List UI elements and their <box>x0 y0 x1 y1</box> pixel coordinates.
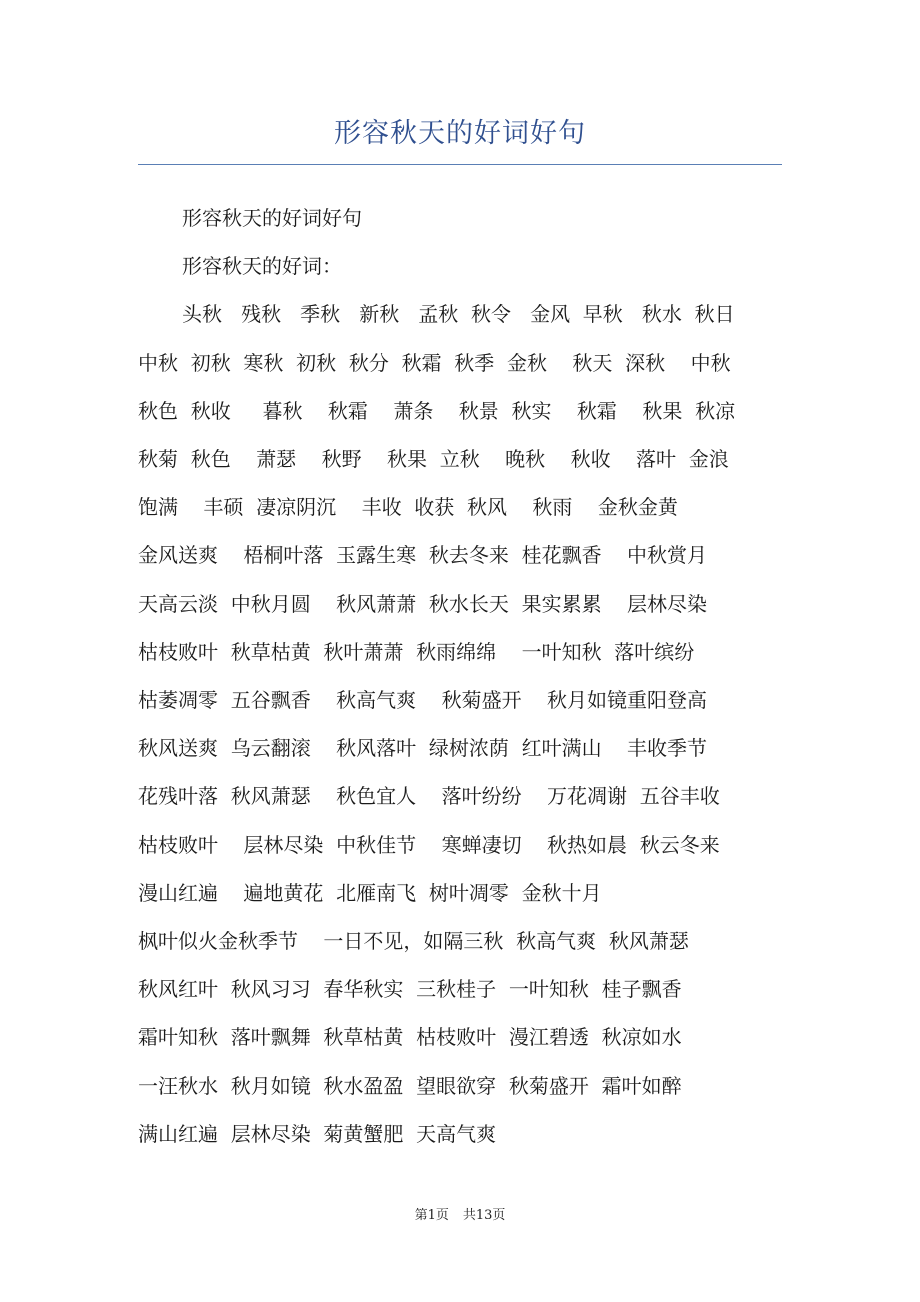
text-line: 漫山红遍 遍地黄花 北雁南飞 树叶凋零 金秋十月 <box>138 880 602 905</box>
text-line: 秋风送爽 乌云翻滚 秋风落叶 绿树浓荫 红叶满山 丰收季节 <box>138 736 708 761</box>
text-line: 霜叶知秋 落叶飘舞 秋草枯黄 枯枝败叶 漫江碧透 秋凉如水 <box>138 1025 682 1050</box>
text-line: 头秋 残秋 季秋 新秋 孟秋 秋令 金风 早秋 秋水 秋日 <box>182 302 735 327</box>
text-line: 枯枝败叶 秋草枯黄 秋叶萧萧 秋雨绵绵 一叶知秋 落叶缤纷 <box>138 639 695 664</box>
text-line: 秋色 秋收 暮秋 秋霜 萧条 秋景 秋实 秋霜 秋果 秋凉 <box>138 398 736 423</box>
text-line: 中秋 初秋 寒秋 初秋 秋分 秋霜 秋季 金秋 秋天 深秋 中秋 <box>138 350 731 375</box>
text-line: 金风送爽 梧桐叶落 玉露生寒 秋去冬来 桂花飘香 中秋赏月 <box>138 543 708 568</box>
body-text <box>138 194 798 1158</box>
text-line: 饱满 丰硕 凄凉阴沉 丰收 收获 秋风 秋雨 金秋金黄 <box>138 495 678 520</box>
text-line: 枫叶似火金秋季节 一日不见，如隔三秋 秋高气爽 秋风萧瑟 <box>138 929 689 954</box>
text-line: 秋菊 秋色 萧瑟 秋野 秋果 立秋 晚秋 秋收 落叶 金浪 <box>138 447 729 472</box>
text-line: 花残叶落 秋风萧瑟 秋色宜人 落叶纷纷 万花凋谢 五谷丰收 <box>138 784 720 809</box>
page-footer <box>0 1206 920 1226</box>
text-line: 一汪秋水 秋月如镜 秋水盈盈 望眼欲穿 秋菊盛开 霜叶如醉 <box>138 1073 682 1098</box>
text-line: 满山红遍 层林尽染 菊黄蟹肥 天高气爽 <box>138 1121 497 1146</box>
page-number-current: 第1页 <box>414 1208 449 1223</box>
page-number-total: 共13页 <box>462 1208 506 1223</box>
text-line: 天高云淡 中秋月圆 秋风萧萧 秋水长天 果实累累 层林尽染 <box>138 591 708 616</box>
text-line: 枯萎凋零 五谷飘香 秋高气爽 秋菊盛开 秋月如镜重阳登高 <box>138 688 708 713</box>
title-underline <box>138 164 782 165</box>
body-heading: 形容秋天的好词好句 <box>182 206 362 230</box>
text-line: 秋风红叶 秋风习习 春华秋实 三秋桂子 一叶知秋 桂子飘香 <box>138 977 682 1002</box>
text-line: 枯枝败叶 层林尽染 中秋佳节 寒蝉凄切 秋热如晨 秋云冬来 <box>138 832 720 857</box>
page-title: 形容秋天的好词好句 <box>334 118 586 149</box>
body-subheading: 形容秋天的好词： <box>182 254 342 279</box>
